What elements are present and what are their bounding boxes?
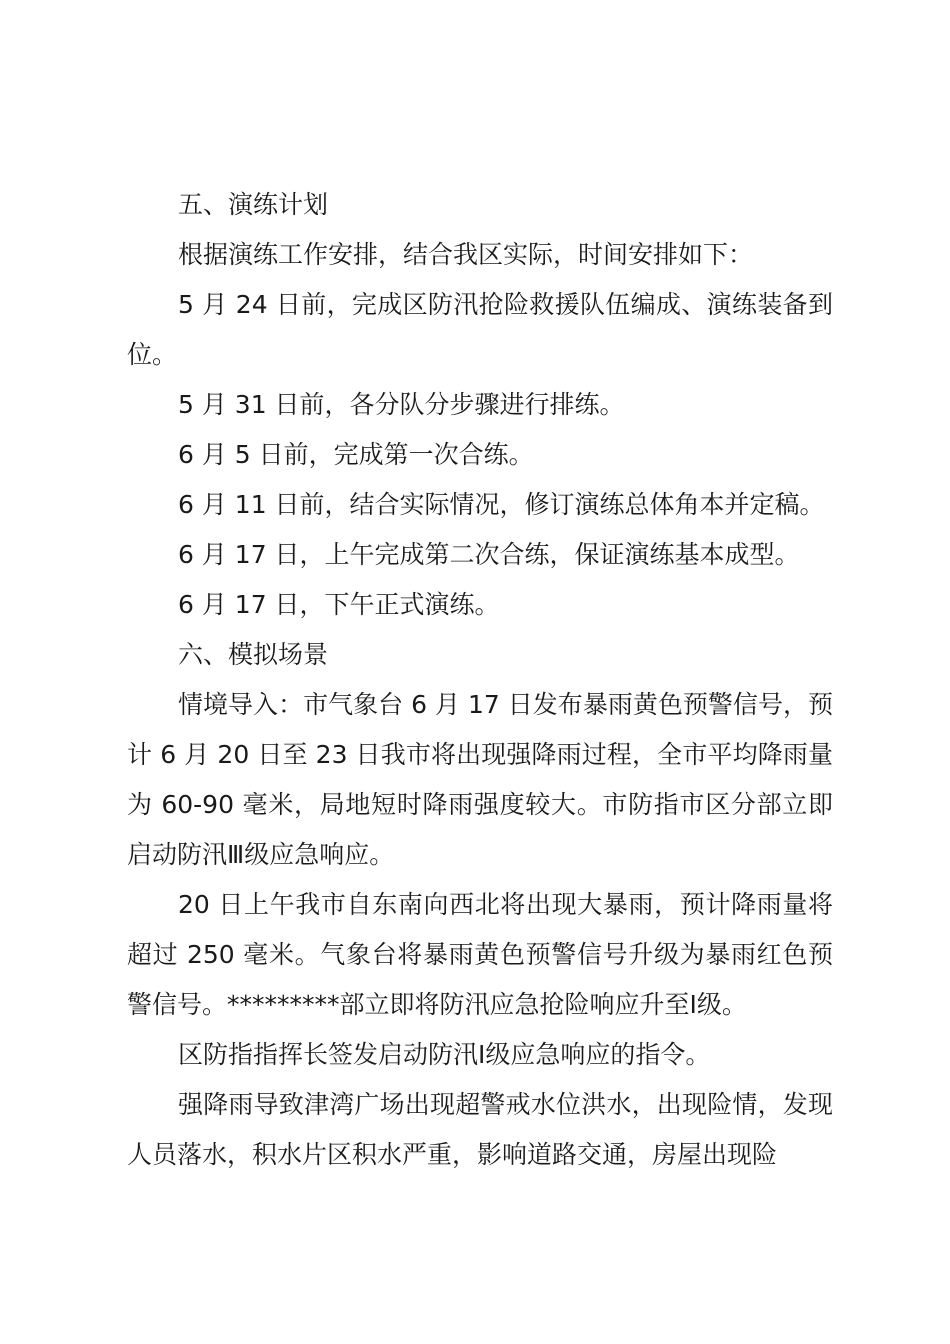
- schedule-item: 6 月 17 日，下午正式演练。: [178, 590, 500, 619]
- schedule-item: 6 月 5 日前，完成第一次合练。: [178, 440, 534, 469]
- schedule-item: 6 月 17 日，上午完成第二次合练，保证演练基本成型。: [178, 540, 800, 569]
- schedule-item: 6 月 11 日前，结合实际情况，修订演练总体角本并定稿。: [178, 490, 825, 519]
- schedule-item: 5 月 24 日前，完成区防汛抢险救援队伍编成、演练装备到位。: [127, 290, 833, 369]
- scenario-paragraph: 强降雨导致津湾广场出现超警戒水位洪水，出现险情，发现人员落水，积水片区积水严重，影响道路交通，房屋出现险: [127, 1090, 833, 1169]
- scenario-paragraph: 情境导入：市气象台 6 月 17 日发布暴雨黄色预警信号，预计 6 月 20 日至 23 日我市将出现强降雨过程，全市平均降雨量为 60-90 毫米，局地短时降雨强度较大。市防指市区分部立即启动防汛Ⅲ级应急响应。: [127, 690, 833, 869]
- section-heading-drill-plan: 五、演练计划: [178, 190, 329, 219]
- document-body: [127, 180, 833, 1180]
- scenario-paragraph: 区防指指挥长签发启动防汛Ⅰ级应急响应的指令。: [178, 1040, 711, 1069]
- scenario-paragraph: 20 日上午我市自东南向西北将出现大暴雨，预计降雨量将超过 250 毫米。气象台将暴雨黄色预警信号升级为暴雨红色预警信号。*********部立即将防汛应急抢险响应升至Ⅰ级。: [127, 890, 833, 1019]
- schedule-item: 5 月 31 日前，各分队分步骤进行排练。: [178, 390, 625, 419]
- section-heading-simulated-scenario: 六、模拟场景: [178, 640, 329, 669]
- section-intro-paragraph: 根据演练工作安排，结合我区实际，时间安排如下：: [178, 240, 754, 269]
